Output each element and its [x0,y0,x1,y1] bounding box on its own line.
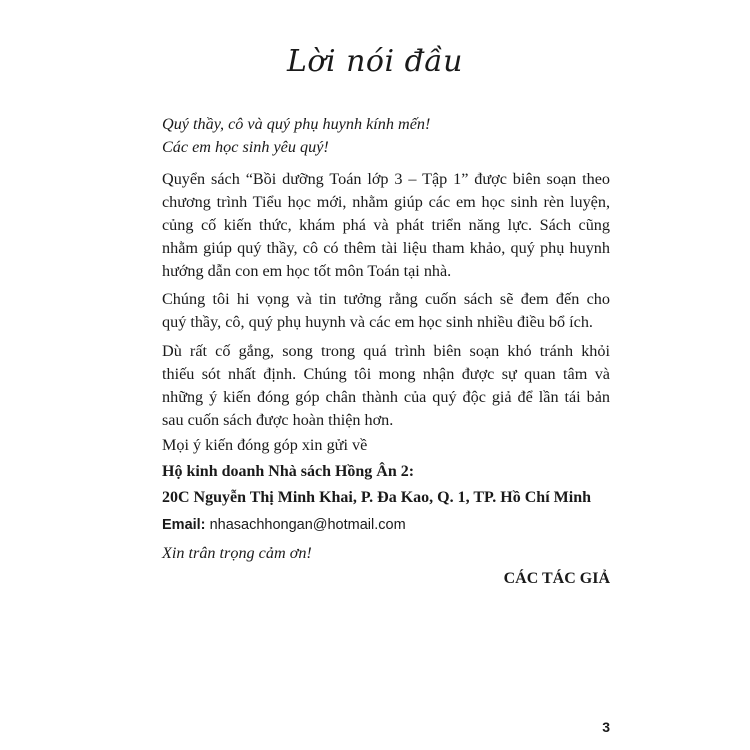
paragraph-line: hướng dẫn con em học tốt môn Toán tại nhà. [162,262,452,280]
contact-address: 20C Nguyễn Thị Minh Khai, P. Đa Kao, Q. 1, TP. Hồ Chí Minh [162,489,591,506]
email-label: Email: [162,517,206,533]
paragraph-line: củng cố kiến thức, khám phá và phát triển năng lực. Sách cũng [162,216,610,234]
contact-company: Hộ kinh doanh Nhà sách Hồng Ân 2: [162,463,415,480]
greeting-line-1: Quý thầy, cô và quý phụ huynh kính mến! [162,115,431,133]
greeting-line-2: Các em học sinh yêu quý! [162,138,329,156]
paragraph-line: Quyển sách “Bồi dưỡng Toán lớp 3 – Tập 1” được biên soạn theo [162,170,610,188]
paragraph-line: nhằm giúp quý thầy, cô có thêm tài liệu tham khảo, quý phụ huynh [162,239,610,257]
paragraph-line: chương trình Tiểu học mới, nhằm giúp các em học sinh rèn luyện, [162,193,610,211]
paragraph-line: quý thầy, cô, quý phụ huynh và các em học sinh nhiều điều bổ ích. [162,313,593,331]
contact-intro: Mọi ý kiến đóng góp xin gửi về [162,436,368,454]
paragraph-line: sau cuốn sách được hoàn thiện hơn. [162,411,394,429]
closing-line: Xin trân trọng cảm ơn! [162,544,312,562]
paragraph-line: Chúng tôi hi vọng và tin tưởng rằng cuốn sách sẽ đem đến cho [162,290,610,308]
paragraph-line: Dù rất cố gắng, song trong quá trình biên soạn khó tránh khỏi [162,342,610,360]
signature: CÁC TÁC GIẢ [503,570,610,587]
contact-email [162,514,610,535]
page-number: 3 [602,719,610,735]
page-title: Lời nói đầu [286,44,464,79]
paragraph-line: những ý kiến đóng góp chân thành của quý độc giả để lần tái bản [162,388,610,406]
email-address: nhasachhongan@hotmail.com [209,517,406,533]
paragraph-line: thiếu sót nhất định. Chúng tôi mong nhận được sự quan tâm và [162,365,610,383]
